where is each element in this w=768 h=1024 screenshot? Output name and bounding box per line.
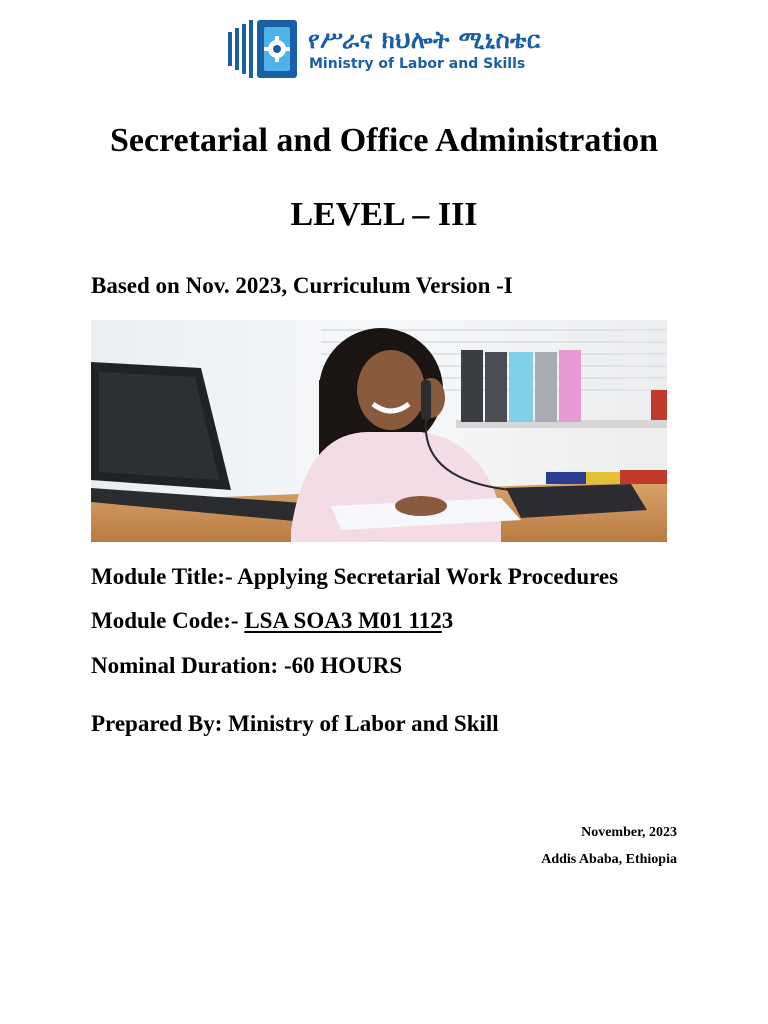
module-code bbox=[91, 608, 453, 634]
logo-amharic-text: የሥራና ክህሎት ሚኒስቴር bbox=[308, 26, 541, 54]
module-code-label: Module Code:- bbox=[91, 608, 239, 633]
nominal-duration: Nominal Duration: -60 HOURS bbox=[91, 653, 403, 678]
prepared-by: Prepared By: Ministry of Labor and Skill bbox=[91, 711, 499, 736]
ministry-emblem-icon bbox=[226, 18, 298, 80]
curriculum-version: Based on Nov. 2023, Curriculum Version -I bbox=[91, 273, 513, 298]
module-title bbox=[91, 564, 618, 590]
module-title-value: Applying Secretarial Work Procedures bbox=[237, 564, 619, 589]
secretary-on-phone-image bbox=[91, 320, 667, 542]
level-heading: LEVEL – III bbox=[290, 196, 478, 233]
module-code-value: LSA SOA3 M01 112 bbox=[244, 608, 442, 633]
publication-date: November, 2023 bbox=[581, 825, 677, 840]
module-code-value-rest: 3 bbox=[441, 608, 454, 633]
document-title: Secretarial and Office Administration bbox=[109, 122, 659, 159]
publication-place: Addis Ababa, Ethiopia bbox=[541, 852, 677, 867]
logo-english-text: Ministry of Labor and Skills bbox=[309, 56, 526, 72]
module-title-label: Module Title:- bbox=[91, 564, 233, 589]
ministry-logo bbox=[226, 18, 546, 82]
